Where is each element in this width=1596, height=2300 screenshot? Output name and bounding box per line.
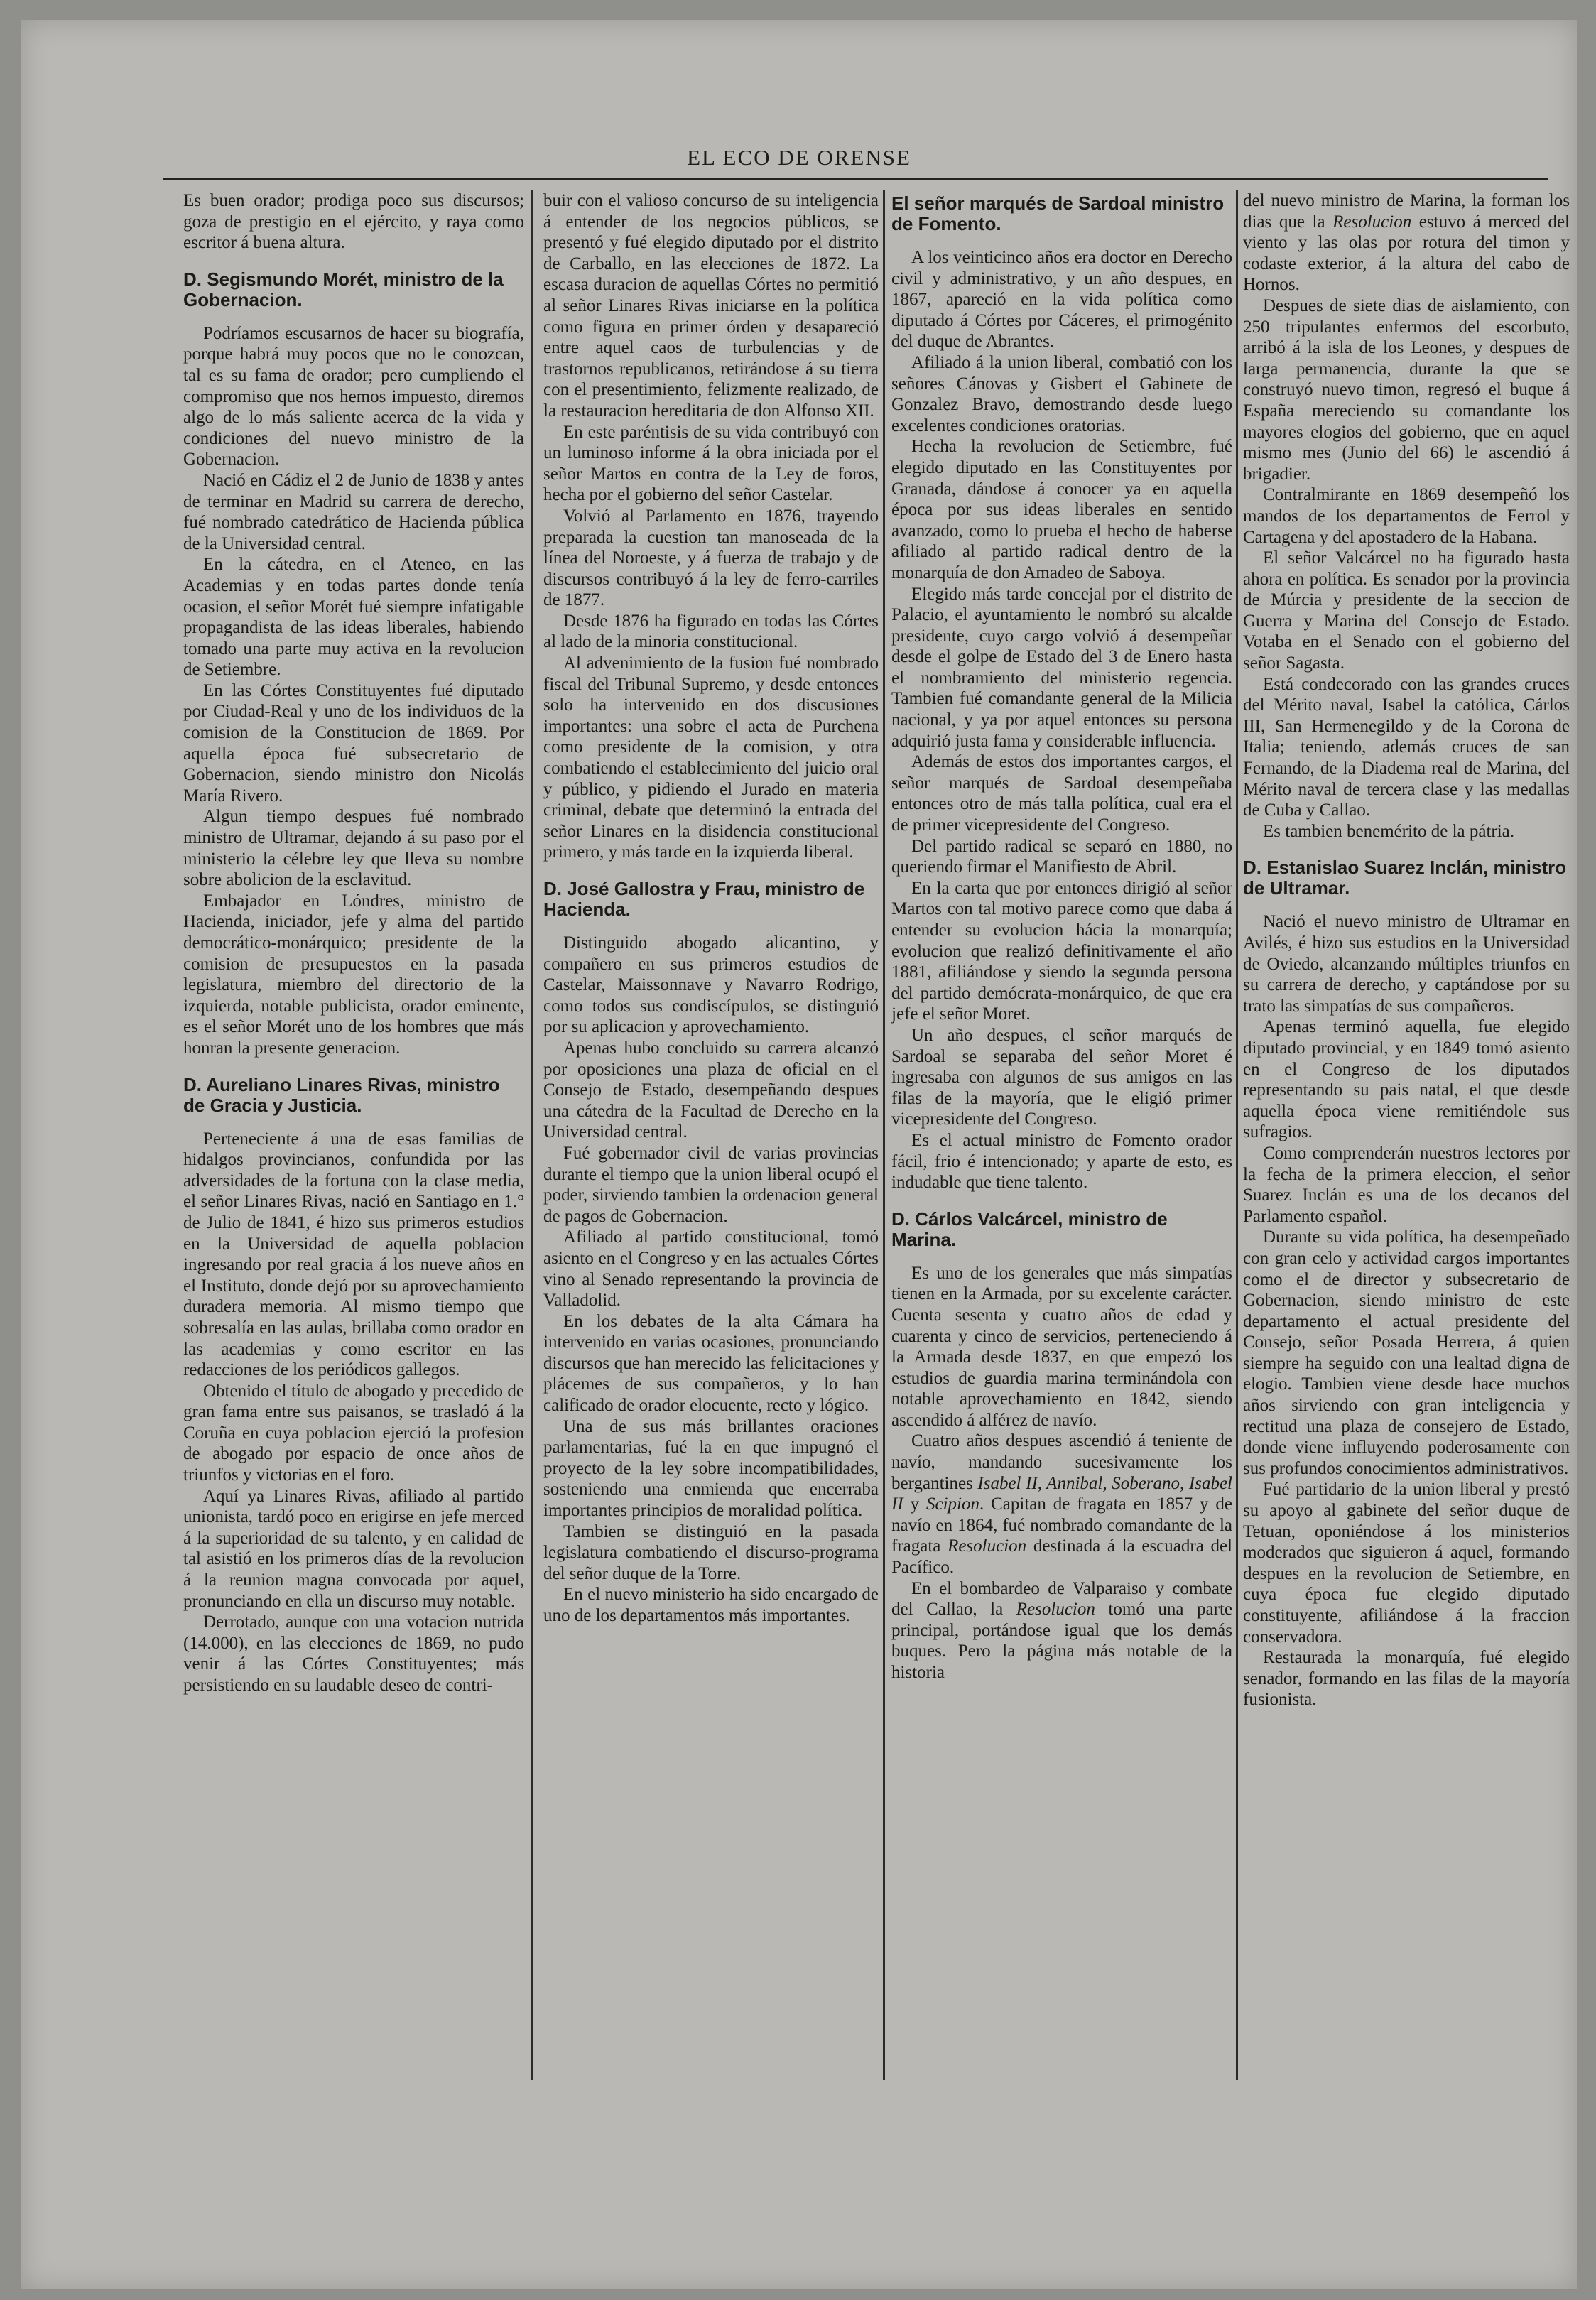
paragraph: En las Córtes Constituyentes fué diputado por Ciudad-Real y uno de los individuos de la comision de la Constitucion de 1869. Por aquella época fué subsecretario de Gobernacion, siendo ministro don Nicolás María Rivero. <box>183 680 524 805</box>
paragraph: Fué gobernador civil de varias provincias durante el tiempo que la union liberal ocupó el poder, sirviendo tambien la ordenacion general de pagos de Gobernacion. <box>543 1143 879 1226</box>
paragraph: Volvió al Parlamento en 1876, trayendo preparada la cuestion tan manoseada de la línea del Noroeste, y á fuerza de trabajo y de discursos contribuyó á la ley de ferro-carriles de 1877. <box>543 506 879 610</box>
paragraph: Es uno de los generales que más simpatías tienen en la Armada, por su excelente carácter. Cuenta sesenta y cuatro años de edad y cuarenta y cinco de servicios, perteneciendo á la Armada desde 1837, en que empezó los estudios de guardia marina terminándola con notable aprovechamiento en 1842, siendo ascendido á alférez de navío. <box>891 1263 1232 1430</box>
paragraph: Desde 1876 ha figurado en todas las Córtes al lado de la minoria constitucional. <box>543 611 879 652</box>
paragraph: Durante su vida política, ha desempeñado con gran celo y actividad cargos importantes como el de director y subsecretario de Gobernacion, siendo ministro de este departamento el actual presidente del Consejo, señor Posada Herrera, á quien siempre ha seguido con una lealtad digna de elogio. Tambien viene desde hace muchos años sirviendo con gran inteligencia y rectitud una plaza de consejero de Estado, donde viene influyendo poderosamente con sus profundos conocimientos administrativos. <box>1243 1227 1570 1478</box>
paragraph: En la cátedra, en el Ateneo, en las Academias y en todas partes donde tenía ocasion, el señor Morét fué siempre infatigable propagandista de las ideas liberales, habiendo tomado una parte muy activa en la revolucion de Setiembre. <box>183 555 524 680</box>
paragraph: En los debates de la alta Cámara ha intervenido en varias ocasiones, pronunciando discursos que han merecido las felicitaciones y plácemes de sus compañeros, y lo han calificado de orador elocuente, recto y lógico. <box>543 1311 879 1416</box>
paragraph: En el nuevo ministerio ha sido encargado de uno de los departamentos más importantes. <box>543 1585 879 1625</box>
paragraph <box>891 1431 1232 1578</box>
paragraph: Contralmirante en 1869 desempeñó los mandos de los departamentos de Ferrol y Cartagena y del apostadero de la Habana. <box>1243 485 1570 547</box>
column-1 <box>183 190 524 2108</box>
ship-name: Scipion <box>925 1495 979 1514</box>
text-run: del nuevo ministro de Marina, la forman los dias que la <box>1243 191 1570 232</box>
paragraph: Además de estos dos importantes cargos, el señor marqués de Sardoal desempeñaba entonces otro de más talla política, cual era el de primer vicepresidente del Congreso. <box>891 752 1232 835</box>
ship-name: Resolucion <box>948 1536 1027 1556</box>
paragraph: Derrotado, aunque con una votacion nutrida (14.000), en las elecciones de 1869, no pudo venir á las Córtes Constituyentes; más persistiendo en su laudable deseo de contri- <box>183 1612 524 1695</box>
paragraph: Del partido radical se separó en 1880, no queriendo firmar el Manifiesto de Abril. <box>891 836 1232 877</box>
paragraph: Despues de siete dias de aislamiento, con 250 tripulantes enfermos del escorbuto, arribó á la isla de los Leones, y despues de larga permanencia, durante la que se construyó nuevo timon, regresó el buque á España mereciendo su comandante los mayores elogios del gobierno, que en aquel mismo mes (Junio del 66) le ascendió á brigadier. <box>1243 295 1570 484</box>
column-2 <box>543 190 879 2108</box>
header-rule <box>163 178 1548 180</box>
column-4 <box>1243 190 1570 2108</box>
column-divider <box>531 190 533 2080</box>
paragraph: Algun tiempo despues fué nombrado ministro de Ultramar, dejando á su paso por el ministerio la célebre ley que lleva su nombre sobre abolicion de la esclavitud. <box>183 807 524 890</box>
paragraph: Nació el nuevo ministro de Ultramar en Avilés, é hizo sus estudios en la Universidad de Oviedo, alcanzando múltiples triunfos en su carrera de derecho, y captándose por su trato las simpatías de sus compañeros. <box>1243 912 1570 1016</box>
text-run: estuvo á merced del viento y las olas por rotura del timon y codaste exterior, á la altura del cabo de Hornos. <box>1243 212 1570 295</box>
paragraph: Una de sus más brillantes oraciones parlamentarias, fué la en que impugnó el proyecto de la ley sobre incompatibilidades, sosteniendo una enmienda que encerraba importantes principios de moralidad política. <box>543 1416 879 1521</box>
column-divider <box>883 190 885 2080</box>
paragraph: Está condecorado con las grandes cruces del Mérito naval, Isabel la católica, Cárlos III, San Hermenegildo y de la Corona de Italia; teniendo, además cruces de san Fernando, de la Diadema real de Marina, del Mérito naval de tercera clase y las medallas de Cuba y Callao. <box>1243 674 1570 820</box>
paragraph: Elegido más tarde concejal por el distrito de Palacio, el ayuntamiento le nombró su alcalde presidente, cuyo cargo volvió á desempeñar desde el golpe de Estado del 3 de Enero hasta el nombramiento del ministerio regencia. Tambien fué comandante general de la Milicia nacional, y ya por aquel entonces su persona adquirió justa fama y considerable influencia. <box>891 584 1232 751</box>
paragraph: En la carta que por entonces dirigió al señor Martos con tal motivo parece como que daba á entender su evolucion hácia la monarquía; evolucion que realizó definitivamente el año 1881, afiliándose y siendo la segunda persona del partido demócrata-monárquico, de que era jefe el señor Moret. <box>891 878 1232 1024</box>
ship-name: Resolucion <box>1332 212 1412 232</box>
newspaper-page <box>21 20 1577 2289</box>
column-divider <box>1236 190 1238 2080</box>
paragraph: Distinguido abogado alicantino, y compañero en sus primeros estudios de Castelar, Maissonnave y Navarro Rodrigo, como todos sus condiscípulos, se distinguió por su aplicacion y aprovechamiento. <box>543 933 879 1037</box>
paragraph: Al advenimiento de la fusion fué nombrado fiscal del Tribunal Supremo, y desde entonces solo ha intervenido en dos discusiones importantes: una sobre el acta de Purchena como presidente de la comision, y otra combatiendo el establecimiento del juicio oral y público, y pidiendo el Jurado en materia criminal, debate que determinó la entrada del señor Linares en la disidencia constitucional primero, y más tarde en la izquierda liberal. <box>543 653 879 862</box>
text-run: destinada á la escuadra del Pacífico. <box>891 1536 1232 1578</box>
paragraph: Tambien se distinguió en la pasada legislatura combatiendo el discurso-programa del señor duque de la Torre. <box>543 1521 879 1583</box>
section-heading-valcarcel: D. Cárlos Valcárcel, ministro de Marina. <box>891 1208 1168 1250</box>
paragraph: Perteneciente á una de esas familias de hidalgos provincianos, confundida por las adversidades de la fortuna con la clase media, el señor Linares Rivas, nació en Santiago en 1.° de Julio de 1841, é hizo sus primeros estudios en la Universidad de aquella poblacion ingresando por real gracia á los nueve años en el Instituto, donde dejó por su aprovechamiento duradera memoria. Al mismo tiempo que sobresalía en las aulas, brillaba como orador en las academias y como escritor en las redacciones de los periódicos gallegos. <box>183 1129 524 1380</box>
paragraph: A los veinticinco años era doctor en Derecho civil y administrativo, y un año despues, en 1867, apareció en la vida política como diputado á Córtes por Cáceres, el primogénito del duque de Abrantes. <box>891 248 1232 352</box>
paragraph <box>1243 190 1570 295</box>
section-heading-suarez-inclan: D. Estanislao Suarez Inclán, ministro de Ultramar. <box>1243 857 1567 899</box>
paragraph: Es tambien benemérito de la pátria. <box>1263 821 1515 841</box>
paragraph: Afiliado al partido constitucional, tomó asiento en el Congreso y en las actuales Córtes vino al Senado representando la provincia de Valladolid. <box>543 1227 879 1311</box>
paragraph: Restaurada la monarquía, fué elegido senador, formando en las filas de la mayoría fusionista. <box>1243 1648 1570 1710</box>
text-run: tomó una parte principal, portándose igual que los demás buques. Pero la página más notable de la historia <box>891 1600 1232 1682</box>
text-run: Cuatro años despues ascendió á teniente de navío, mandando sucesivamente los bergantines <box>891 1431 1232 1493</box>
paragraph: El señor Valcárcel no ha figurado hasta ahora en política. Es senador por la provincia de Múrcia y presidente de la seccion de Guerra y Marina del Consejo de Estado. Votaba en el Senado con el gobierno del señor Sagasta. <box>1243 548 1570 673</box>
text-run: . Capitan de fragata en 1857 y de navío en 1864, fué nombrado comandante de la fragata <box>891 1495 1232 1556</box>
ship-name: Resolucion <box>1016 1600 1095 1620</box>
paragraph: Aquí ya Linares Rivas, afiliado al partido unionista, tardó poco en erigirse en jefe merced á la superioridad de su talento, y en calidad de tal asistió en los primeros días de la revolucion á la reunion magna convocada por aquel, pronunciando en ella un discurso muy notable. <box>183 1486 524 1611</box>
section-heading-linares-rivas: D. Aureliano Linares Rivas, ministro de Gracia y Justicia. <box>183 1073 500 1116</box>
ship-names: Isabel II, Annibal, Soberano, Isabel II <box>891 1473 1232 1514</box>
paragraph: Apenas hubo concluido su carrera alcanzó por oposiciones una plaza de oficial en el Consejo de Estado, desempeñando despues una cátedra de la Facultad de Derecho en la Universidad central. <box>543 1038 879 1142</box>
section-heading-sardoal: El señor marqués de Sardoal ministro de Fomento. <box>891 192 1225 234</box>
paragraph: Es el actual ministro de Fomento orador fácil, frio é intencionado; y aparte de esto, es indudable que tiene talento. <box>891 1130 1232 1193</box>
paragraph: Nació en Cádiz el 2 de Junio de 1838 y antes de terminar en Madrid su carrera de derecho, fué nombrado catedrático de Hacienda pública de la Universidad central. <box>183 470 524 553</box>
paragraph: Un año despues, el señor marqués de Sardoal se separaba del señor Moret é ingresaba con algunos de sus amigos en las filas de la mayoría, que le eligió primer vicepresidente del Congreso. <box>891 1025 1232 1129</box>
paragraph: En este paréntisis de su vida contribuyó con un luminoso informe á la obra iniciada por el señor Martos en contra de la Ley de foros, hecha por el gobierno del señor Castelar. <box>543 422 879 505</box>
section-heading-gallostra: D. José Gallostra y Frau, ministro de Hacienda. <box>543 878 865 920</box>
paragraph: Es buen orador; prodiga poco sus discursos; goza de prestigio en el ejército, y raya como escritor á buena altura. <box>183 191 524 253</box>
paragraph: Hecha la revolucion de Setiembre, fué elegido diputado en las Constituyentes por Granada, dándose á conocer ya en aquella época por sus ideas liberales en sentido avanzado, como lo prueba el hecho de haberse afiliado al partido radical dentro de la monarquía de don Amadeo de Saboya. <box>891 437 1232 582</box>
paragraph: Embajador en Lóndres, ministro de Hacienda, iniciador, jefe y alma del partido democrático-monárquico; presidente de la comision de presupuestos en la pasada legislatura, miembro del directorio de la izquierda, notable publicista, orador eminente, es el señor Morét uno de los hombres que más honran la presente generacion. <box>183 891 524 1058</box>
paragraph: Podríamos escusarnos de hacer su biografía, porque habrá muy pocos que no le conozcan, tal es su fama de orador; pero cumpliendo el compromiso que nos hemos impuesto, diremos algo de lo más saliente acerca de la vida y condiciones del nuevo ministro de la Gobernacion. <box>183 323 524 470</box>
paragraph: Apenas terminó aquella, fue elegido diputado provincial, y en 1849 tomó asiento en el Congreso de los diputados representando su pais natal, el que desde aquella época viene remitiéndole sus sufragios. <box>1243 1017 1570 1142</box>
paragraph: Obtenido el título de abogado y precedido de gran fama entre sus paisanos, se trasladó á la Coruña en cuya poblacion ejerció la profesion de abogado por espacio de once años de triunfos y victorias en el foro. <box>183 1381 524 1485</box>
text-run: En el bombardeo de Valparaiso y combate del Callao, la <box>891 1578 1232 1620</box>
text-run: y <box>903 1495 926 1514</box>
paragraph: Como comprenderán nuestros lectores por la fecha de la primera eleccion, el señor Suarez Inclán es una de los decanos del Parlamento español. <box>1243 1143 1570 1226</box>
paragraph: Afiliado á la union liberal, combatió con los señores Cánovas y Gisbert el Gabinete de Gonzalez Bravo, demostrando desde luego excelentes condiciones oratorias. <box>891 352 1232 435</box>
section-heading-moret: D. Segismundo Morét, ministro de la Gobernacion. <box>183 268 504 310</box>
column-3 <box>891 190 1232 2108</box>
paragraph: buir con el valioso concurso de su inteligencia á entender de los negocios públicos, se presentó y fué elegido diputado por el distrito de Carballo, en las elecciones de 1872. La escasa duracion de aquellas Córtes no permitió al señor Linares Rivas iniciarse en la política como figura en primer órden y desapareció entre aquel caos de turbulencias y de trastornos republicanos, retirándose á su tierra con el presentimiento, felizmente realizado, de la restauracion hereditaria de don Alfonso XII. <box>543 191 879 421</box>
paragraph: Fué partidario de la union liberal y prestó su apoyo al gabinete del señor duque de Tetuan, oponiéndose á los ministerios moderados que siguieron á aquel, formando despues en la revolucion de Setiembre, en cuya época fue elegido diputado constituyente, afiliándose á la fraccion conservadora. <box>1243 1480 1570 1647</box>
paragraph <box>891 1578 1232 1683</box>
masthead-title: EL ECO DE ORENSE <box>687 145 911 170</box>
